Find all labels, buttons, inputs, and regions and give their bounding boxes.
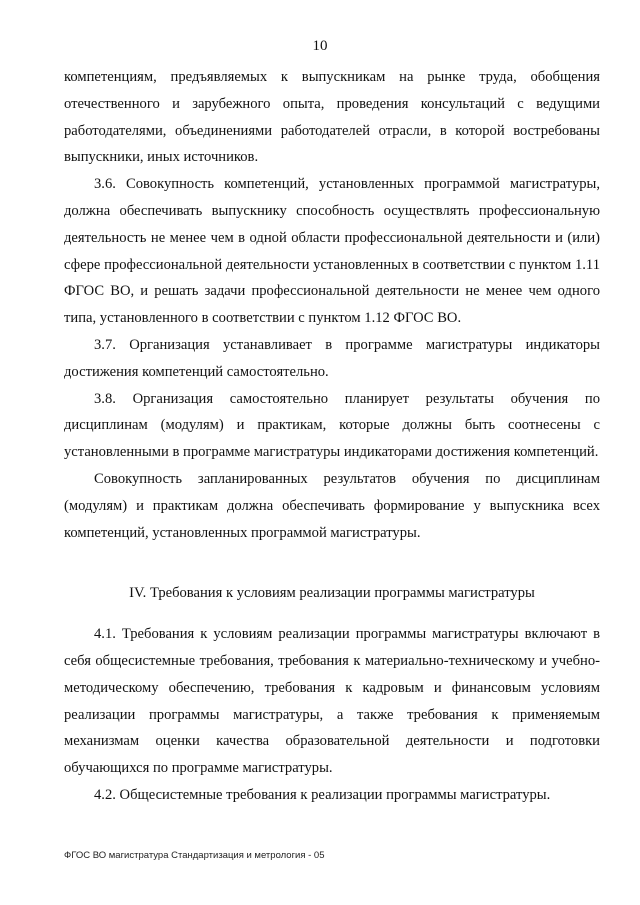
paragraph-4-2: 4.2. Общесистемные требования к реализации программы магистратуры. (94, 786, 551, 803)
paragraph-3-7: 3.7. Организация устанавливает в программе магистратуры индикаторы достижения компетенций самостоятельно. (64, 336, 600, 380)
section-heading-wrap (64, 560, 600, 607)
paragraph-3-8: 3.8. Организация самостоятельно планирует результаты обучения по дисциплинам (модулям) и практикам, которые должны быть соотнесены с установленными в программе магистратуры индикаторами достижения компетенций. (64, 390, 600, 461)
section-heading-iv: IV. Требования к условиям реализации программы магистратуры (129, 585, 535, 602)
paragraph-continuation: компетенциям, предъявляемых к выпускникам на рынке труда, обобщения отечественного и зарубежного опыта, проведения консультаций с ведущими работодателями, объединениями работодателей отрасли, в которой востребованы выпускники, иных источников. (64, 69, 600, 166)
paragraph-3-6: 3.6. Совокупность компетенций, установленных программой магистратуры, должна обеспечивать выпускнику способность осуществлять профессиональную деятельность не менее чем в одной области профессиональной деятельности и (или) сфере профессиональной деятельности установленных в соответствии с пунктом 1.11 ФГОС ВО, и решать задачи профессиональной деятельности не менее чем одного типа, установленного в соответствии с пунктом 1.12 ФГОС ВО. (64, 176, 600, 327)
footer-note: ФГОС ВО магистратура Стандартизация и метрология - 05 (64, 850, 325, 861)
paragraph-4-1: 4.1. Требования к условиям реализации программы магистратуры включают в себя общесистемные требования, требования к материально-техническому и учебно-методическому обеспечению, требования к кадровым и финансовым условиям реализации программы магистратуры, а также требования к применяемым механизмам оценки качества образовательной деятельности и подготовки обучающихся по программе магистратуры. (64, 626, 600, 777)
page-number: 10 (312, 38, 328, 54)
paragraph-results-totality: Совокупность запланированных результатов обучения по дисциплинам (модулям) и практикам должна обеспечивать формирование у выпускника всех компетенций, установленных программой магистратуры. (64, 470, 600, 541)
document-body (64, 64, 600, 809)
